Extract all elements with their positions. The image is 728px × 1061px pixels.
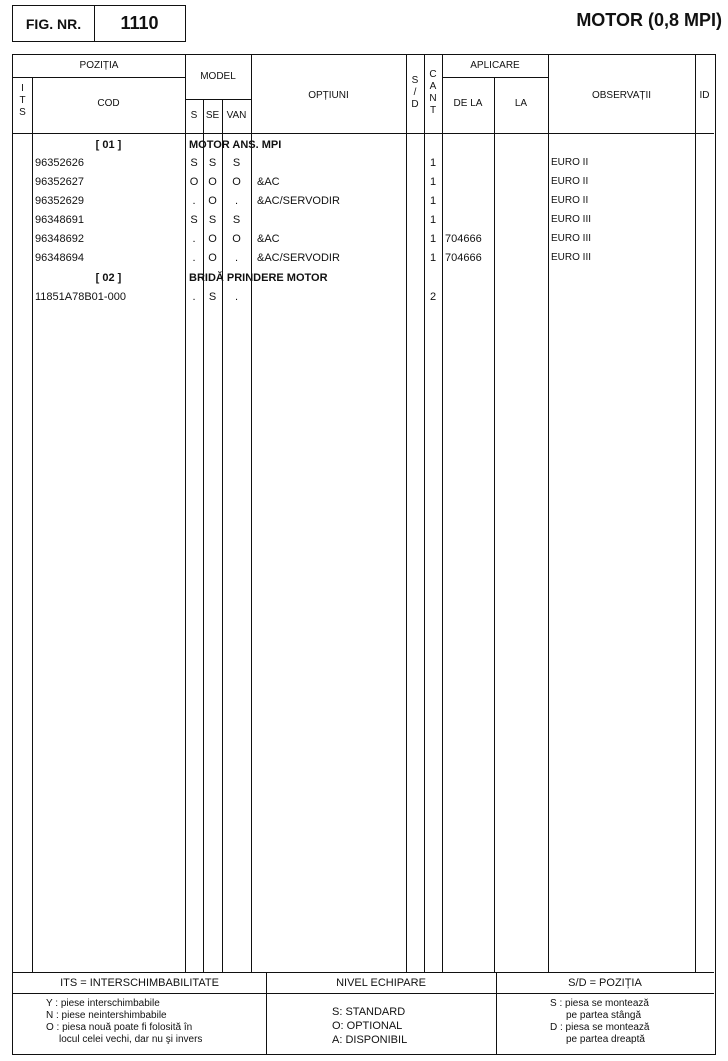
observation-value: EURO III: [551, 214, 592, 225]
legend-sd-title: S/D = POZIȚIA: [568, 977, 642, 989]
col-line: [32, 77, 33, 972]
observation-value: EURO II: [551, 176, 589, 187]
part-code: 96352627: [35, 176, 84, 188]
header-cant-c: C: [429, 69, 437, 80]
model-se-value: O: [208, 195, 217, 207]
header-cod: COD: [97, 98, 120, 109]
col-line: [424, 55, 425, 972]
legend-title-line: [13, 993, 714, 994]
col-line: [406, 55, 407, 972]
observation-value: EURO III: [551, 233, 592, 244]
de-la-value: 704666: [445, 252, 482, 264]
option-value: &AC: [257, 176, 280, 188]
header-model: MODEL: [200, 71, 236, 82]
col-line: [185, 55, 186, 972]
legend-top-line: [13, 972, 714, 973]
model-s-value: S: [190, 214, 198, 226]
header-cant-t: T: [429, 105, 437, 116]
header-la: LA: [514, 98, 528, 109]
header-sd-s: S: [411, 75, 419, 86]
legend-its-title: ITS = INTERSCHIMBABILITATE: [60, 977, 219, 989]
figure-number: 1110: [120, 13, 159, 33]
model-se-value: S: [208, 157, 217, 169]
model-se-value: O: [208, 176, 217, 188]
model-s-value: .: [192, 233, 196, 245]
legend-nivel-line: A: DISPONIBIL: [332, 1034, 408, 1046]
header-model-se: SE: [205, 110, 220, 121]
legend-sd-line: pe partea stângă: [566, 1010, 642, 1021]
model-van-value: .: [234, 291, 239, 303]
figure-number-box: [12, 5, 186, 42]
observation-value: EURO III: [551, 252, 592, 263]
model-s-value: .: [192, 252, 196, 264]
legend-sd-line: pe partea dreaptă: [566, 1034, 645, 1045]
model-se-value: S: [208, 291, 217, 303]
header-its-i: I: [21, 83, 24, 94]
part-code: 96352626: [35, 157, 84, 169]
col-line: [548, 55, 549, 972]
header-model-s: S: [190, 110, 198, 121]
col-line: [222, 99, 223, 972]
header-aplicare: APLICARE: [470, 60, 520, 71]
legend-sd-line: S : piesa se montează: [550, 998, 649, 1009]
parts-table: [12, 54, 716, 1055]
model-s-value: .: [192, 291, 196, 303]
aplicare-divider: [442, 77, 548, 78]
header-cant-n: N: [429, 93, 437, 104]
part-code: 11851A78B01-000: [35, 291, 126, 303]
header-bottom-line: [13, 133, 714, 134]
part-code: 96348694: [35, 252, 84, 264]
quantity-value: 1: [429, 252, 437, 264]
legend-its-line: O : piesa nouă poate fi folosită în: [46, 1022, 193, 1033]
option-value: &AC: [257, 233, 280, 245]
group-position: [ 01 ]: [95, 139, 122, 151]
quantity-value: 1: [429, 157, 437, 169]
model-van-value: S: [232, 157, 241, 169]
model-van-value: .: [234, 252, 239, 264]
col-line: [695, 55, 696, 972]
legend-nivel-title: NIVEL ECHIPARE: [336, 977, 426, 989]
legend-nivel-line: S: STANDARD: [332, 1006, 406, 1018]
part-code: 96348691: [35, 214, 84, 226]
header-its-s: S: [19, 107, 26, 118]
quantity-value: 1: [429, 176, 437, 188]
quantity-value: 1: [429, 195, 437, 207]
col-line: [251, 55, 252, 972]
quantity-value: 1: [429, 214, 437, 226]
header-its-t: T: [19, 95, 26, 106]
model-se-value: S: [208, 214, 217, 226]
header-de-la: DE LA: [453, 98, 483, 109]
group-position: [ 02 ]: [95, 272, 122, 284]
de-la-value: 704666: [445, 233, 482, 245]
header-cant: [424, 69, 442, 117]
model-divider: [185, 99, 251, 100]
observation-value: EURO II: [551, 195, 589, 206]
col-line: [203, 99, 204, 972]
header-optiuni: OPȚIUNI: [308, 90, 349, 101]
pozitia-divider: [13, 77, 185, 78]
page-title: MOTOR (0,8 MPI): [576, 10, 722, 30]
legend-its-line: locul celei vechi, dar nu şi invers: [59, 1034, 203, 1045]
header-its: [13, 83, 32, 119]
model-van-value: S: [232, 214, 241, 226]
col-line: [494, 77, 495, 972]
header-model-van: VAN: [226, 110, 247, 121]
legend-its-line: N : piese neintershimbabile: [46, 1010, 167, 1021]
header-pozitia: POZIȚIA: [79, 60, 119, 71]
header-sd: [406, 75, 424, 111]
part-code: 96352629: [35, 195, 84, 207]
option-value: &AC/SERVODIR: [257, 195, 340, 207]
header-sd-d: D: [411, 99, 419, 110]
figure-label: FIG. NR.: [13, 6, 95, 41]
header-sd-slash: /: [413, 87, 417, 98]
header-cant-a: A: [429, 81, 437, 92]
legend-its-line: Y : piese interschimbabile: [46, 998, 160, 1009]
group-name: MOTOR ANS. MPI: [189, 139, 282, 151]
model-s-value: .: [192, 195, 196, 207]
option-value: &AC/SERVODIR: [257, 252, 340, 264]
model-se-value: O: [208, 233, 217, 245]
header-observatii: OBSERVAȚII: [591, 90, 652, 101]
legend-sd-line: D : piesa se montează: [550, 1022, 650, 1033]
header-id: ID: [699, 90, 710, 101]
model-se-value: O: [208, 252, 217, 264]
group-name: BRIDĂ PRINDERE MOTOR: [189, 272, 328, 284]
model-van-value: .: [234, 195, 239, 207]
observation-value: EURO II: [551, 157, 589, 168]
model-van-value: O: [232, 233, 241, 245]
model-van-value: O: [232, 176, 241, 188]
legend-nivel-line: O: OPTIONAL: [332, 1020, 403, 1032]
model-s-value: O: [189, 176, 199, 188]
quantity-value: 2: [429, 291, 437, 303]
col-line: [442, 55, 443, 972]
part-code: 96348692: [35, 233, 84, 245]
quantity-value: 1: [429, 233, 437, 245]
model-s-value: S: [190, 157, 198, 169]
